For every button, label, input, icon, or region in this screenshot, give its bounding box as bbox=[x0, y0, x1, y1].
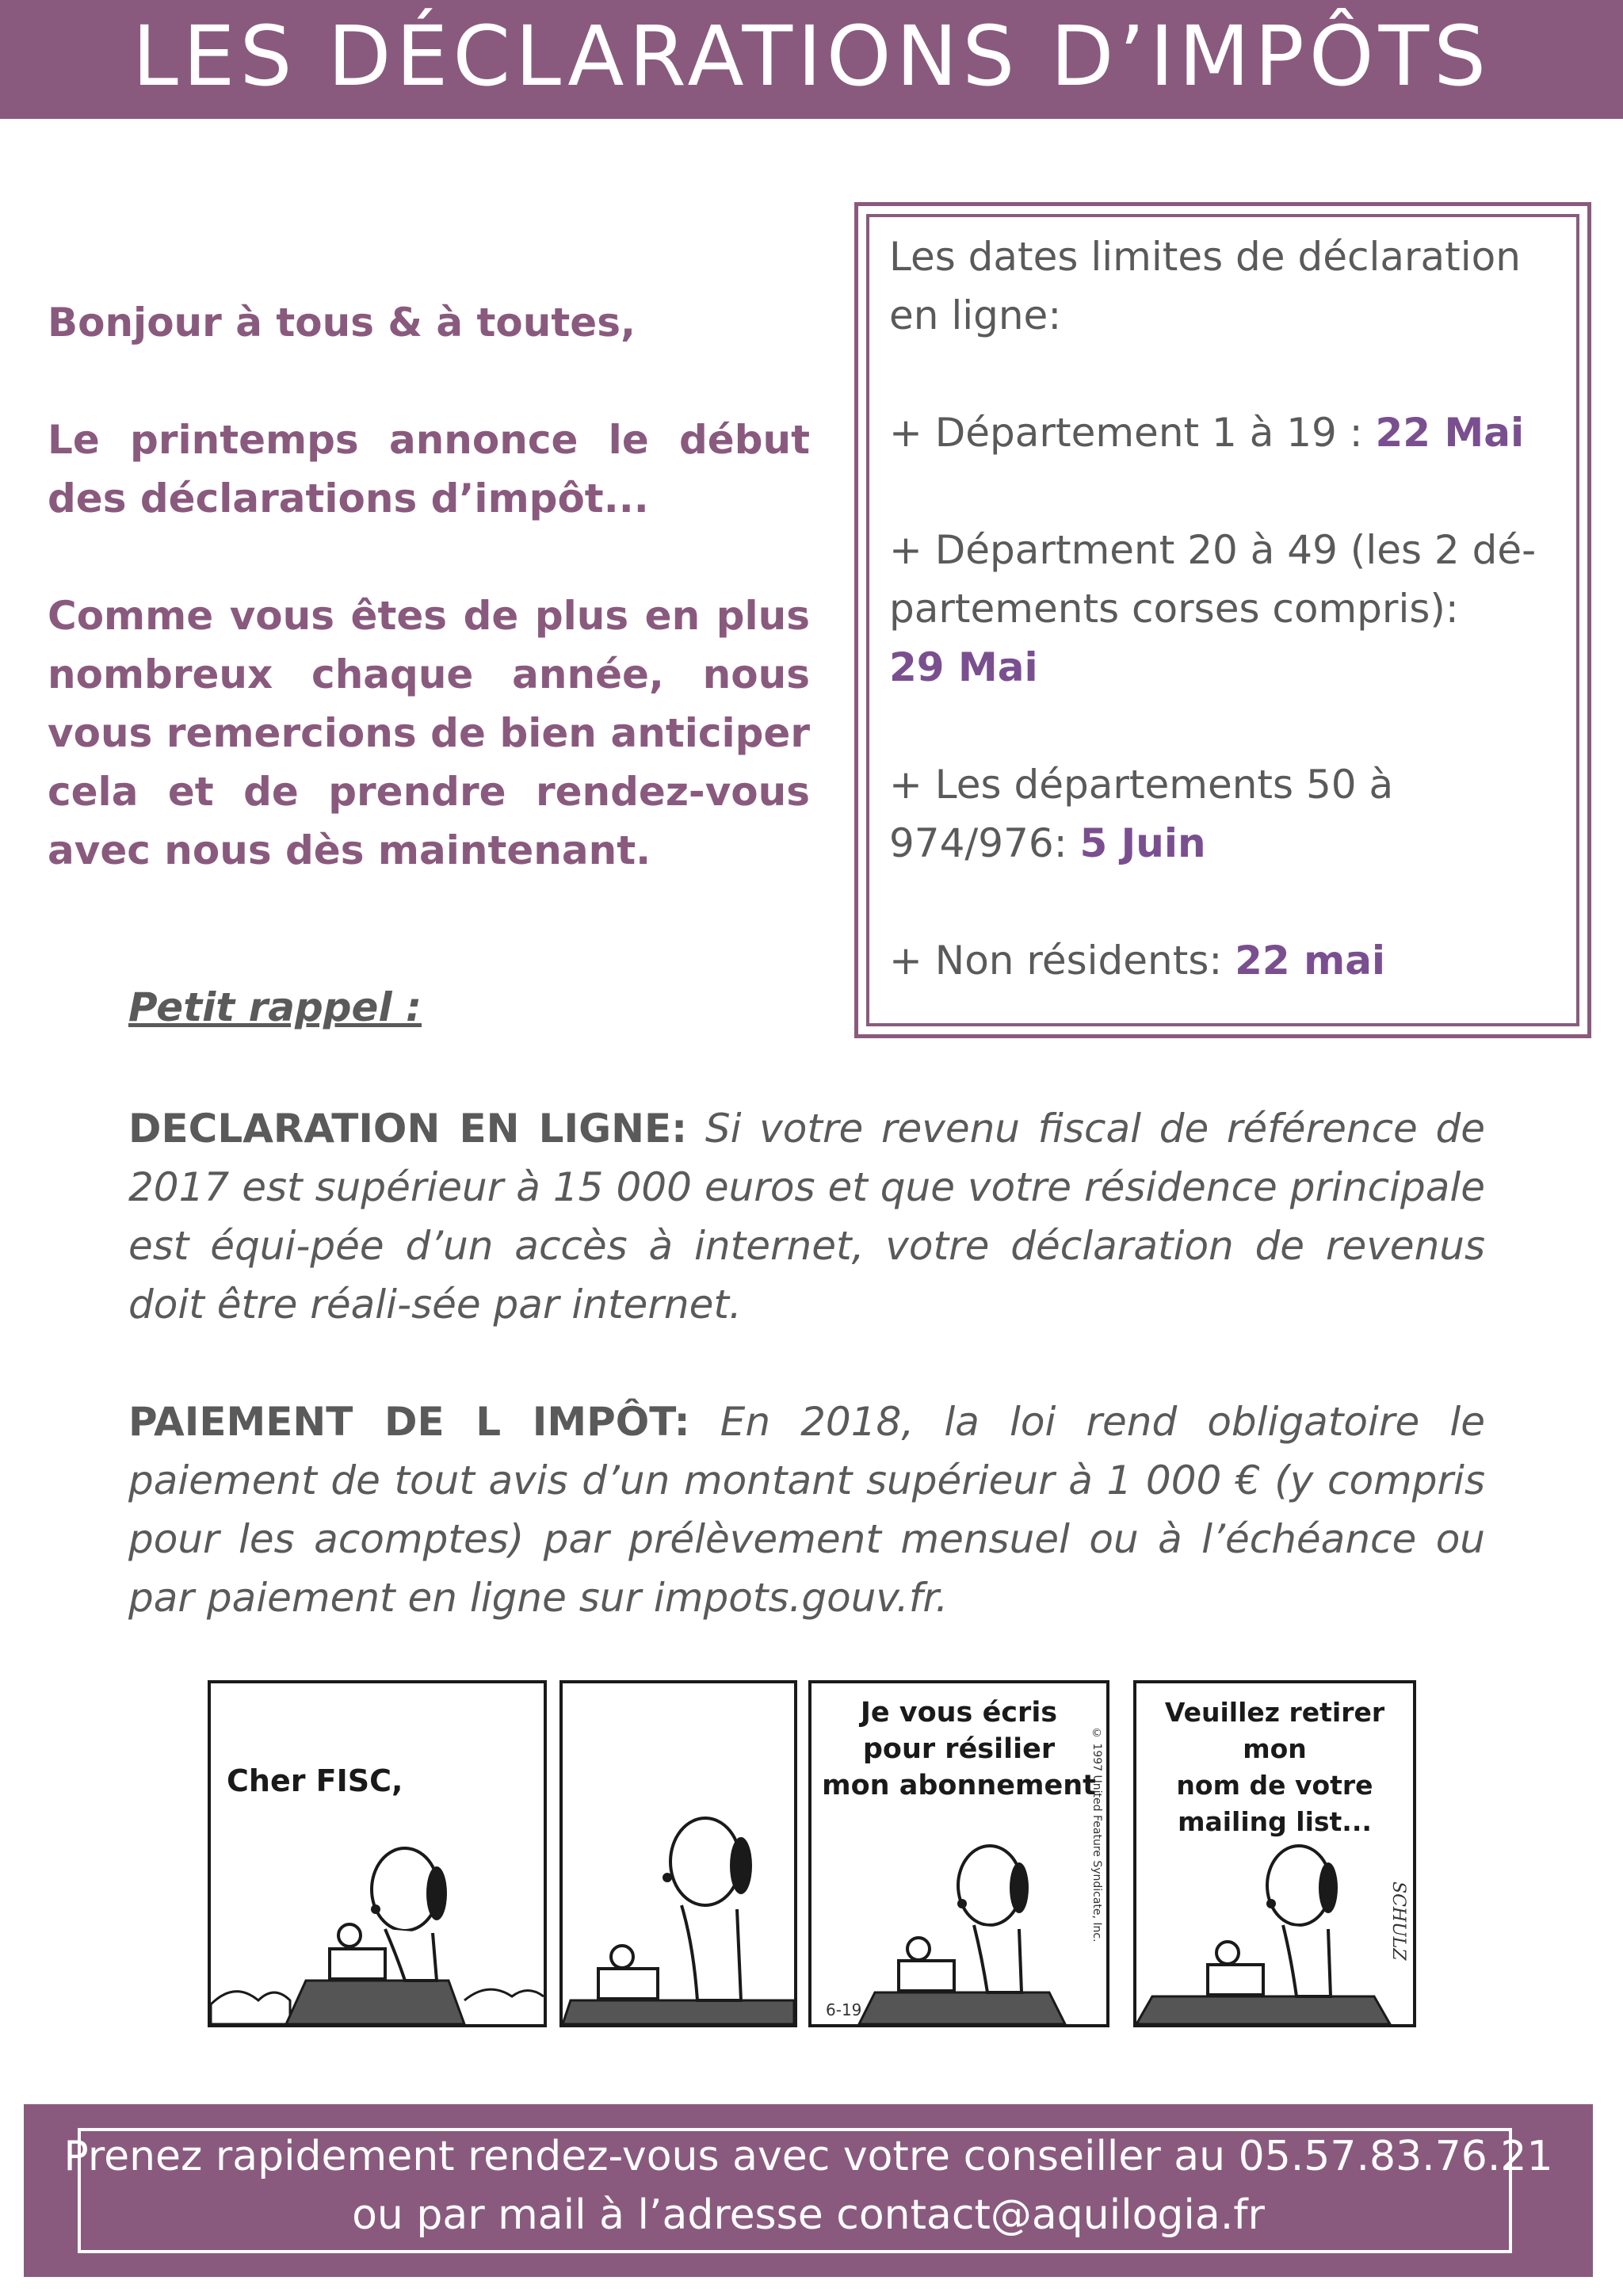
comic-strip bbox=[208, 1680, 1416, 2029]
comic-panel-4-line-3: mailing list... bbox=[1178, 1806, 1372, 1837]
deadline-date: 22 mai bbox=[1235, 938, 1386, 984]
comic-panel-3 bbox=[808, 1680, 1109, 2027]
greeting: Bonjour à tous & à toutes, bbox=[48, 300, 636, 346]
online-declaration-note bbox=[128, 1099, 1485, 1334]
page-title: LES DÉCLARATIONS D’IMPÔTS bbox=[132, 8, 1491, 105]
deadline-label: + Département 1 à 19 : bbox=[889, 410, 1376, 456]
comic-panel-4 bbox=[1133, 1680, 1416, 2027]
comic-signature: SCHULZ bbox=[1388, 1881, 1408, 1961]
comic-date-mark: 6-19 bbox=[826, 2000, 862, 2019]
comic-panel-4-line-2: nom de votre bbox=[1176, 1770, 1373, 1801]
comic-panel-3-line-2: pour résilier bbox=[862, 1733, 1056, 1765]
snoopy-typing-illustration bbox=[812, 1683, 1106, 2024]
footer-line-phone: Prenez rapidement rendez-vous avec votre conseiller au 05.57.83.76.21 bbox=[63, 2133, 1553, 2180]
comic-panel-1 bbox=[208, 1680, 547, 2027]
comic-copyright: © 1997 United Feature Syndicate, Inc. bbox=[1090, 1727, 1103, 1943]
deadline-label: + Les départements 50 à 974/976: bbox=[889, 762, 1394, 866]
online-declaration-lead: DECLARATION EN LIGNE: bbox=[128, 1106, 688, 1152]
footer-contact bbox=[24, 2127, 1593, 2244]
comic-panel-3-line-1: Je vous écris bbox=[860, 1697, 1058, 1729]
deadline-date: 5 Juin bbox=[1079, 820, 1206, 866]
deadline-item bbox=[889, 931, 1571, 990]
deadline-item bbox=[889, 521, 1571, 697]
online-declaration-body: Si votre revenu fiscal de référence de 2017 est supérieur à 15 000 euros et que votre résidence principale est équi-pée d’un accès à internet, votre déclaration de revenus doit être réali-sée par internet. bbox=[128, 1106, 1485, 1328]
tax-payment-lead: PAIEMENT DE L IMPÔT: bbox=[128, 1399, 690, 1445]
deadline-item bbox=[889, 755, 1571, 873]
tax-payment-note bbox=[128, 1392, 1485, 1627]
deadline-date: 22 Mai bbox=[1375, 410, 1525, 456]
intro-paragraph-1: Le printemps annonce le début des déclarations d’impôt... bbox=[48, 417, 810, 521]
deadline-label: + Non résidents: bbox=[889, 938, 1235, 984]
snoopy-typing-illustration bbox=[1136, 1683, 1413, 2024]
deadline-label: + Départment 20 à 49 (les 2 dé-partements corses compris): bbox=[889, 527, 1537, 632]
comic-panel-2 bbox=[559, 1680, 797, 2027]
snoopy-typing-illustration bbox=[211, 1683, 544, 2024]
intro-paragraph-2: Comme vous êtes de plus en plus nombreux chaque année, nous vous remercions de bien anticiper cela et de prendre rendez-vous avec nous dès maintenant. bbox=[48, 593, 810, 873]
deadlines-content bbox=[889, 227, 1571, 1049]
deadlines-title: Les dates limites de déclaration en ligne: bbox=[889, 234, 1521, 338]
deadline-date: 29 Mai bbox=[889, 644, 1038, 690]
comic-panel-1-text: Cher FISC, bbox=[227, 1763, 403, 1798]
comic-panel-3-line-3: mon abonnement bbox=[822, 1770, 1096, 1801]
intro-section bbox=[48, 293, 810, 880]
notes-section bbox=[128, 1099, 1485, 1686]
reminder-heading: Petit rappel : bbox=[128, 984, 422, 1030]
deadline-item bbox=[889, 403, 1571, 462]
tax-payment-body: En 2018, la loi rend obligatoire le paiement de tout avis d’un montant supérieur à 1 000 € (y compris pour les acomptes) par prélèvement mensuel ou à l’échéance ou par paiement en ligne sur impots.gouv.fr. bbox=[128, 1399, 1485, 1621]
footer-line-email: ou par mail à l’adresse contact@aquilogia.fr bbox=[352, 2191, 1265, 2239]
comic-panel-4-line-1: Veuillez retirer mon bbox=[1164, 1697, 1385, 1764]
snoopy-typing-illustration bbox=[563, 1683, 794, 2024]
